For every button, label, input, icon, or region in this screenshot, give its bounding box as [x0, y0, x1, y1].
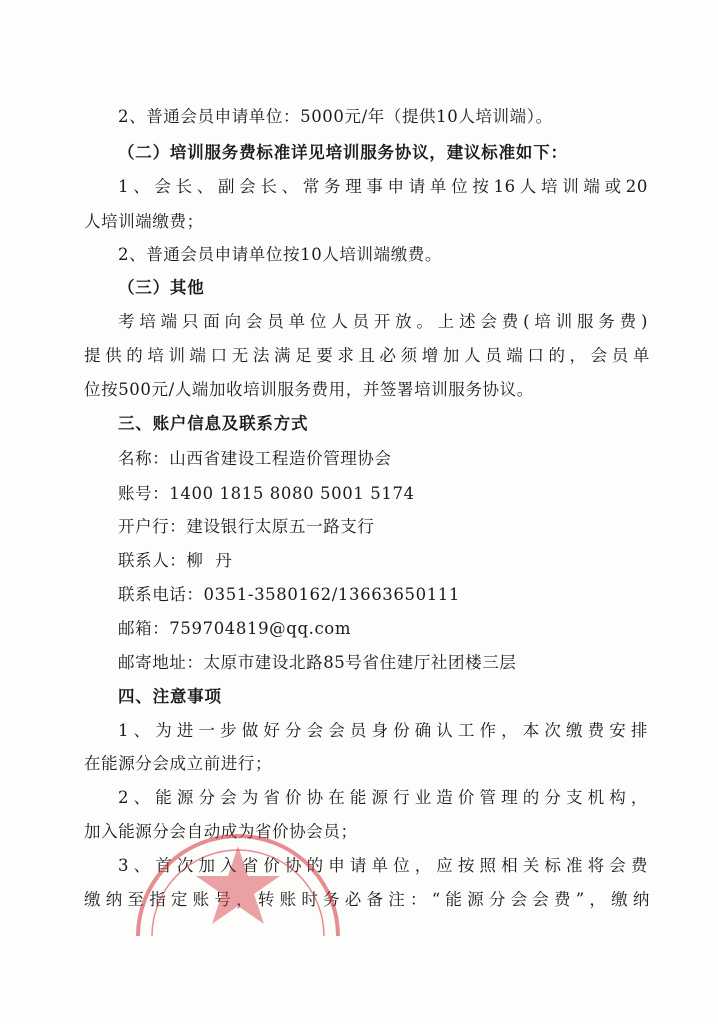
section-heading: （三）其他	[118, 278, 205, 297]
section-heading: 三、账户信息及联系方式	[118, 414, 309, 433]
text-line: 联系电话：0351-3580162/13663650111	[118, 585, 460, 604]
section-heading: 四、注意事项	[118, 687, 222, 706]
text-line: 联系人：柳 丹	[118, 551, 233, 570]
text-line: 2、普通会员申请单位按10人培训端缴费。	[118, 245, 442, 264]
section-heading: （二）培训服务费标准详见培训服务协议，建议标准如下：	[118, 143, 568, 162]
text-line: 账号：1400 1815 8080 5001 5174	[118, 484, 415, 503]
text-line: 在能源分会成立前进行；	[84, 754, 273, 773]
text-line: 2、普通会员申请单位：5000元/年（提供10人培训端）。	[118, 107, 553, 126]
text-line: 提供的培训端口无法满足要求且必须增加人员端口的，会员单	[84, 346, 650, 365]
text-line: 人培训端缴费；	[84, 212, 204, 231]
text-line: 缴纳至指定账号，转账时务必备注：“能源分会会费”，缴纳	[84, 890, 650, 909]
text-line: 3、首次加入省价协的申请单位，应按照相关标准将会费	[118, 856, 648, 875]
text-line: 名称：山西省建设工程造价管理协会	[118, 449, 392, 468]
text-line: 考培端只面向会员单位人员开放。上述会费(培训服务费)	[118, 312, 648, 331]
text-line: 位按500元/人端加收培训服务费用，并签署培训服务协议。	[84, 380, 534, 399]
text-line: 2、能源分会为省价协在能源行业造价管理的分支机构，	[118, 788, 648, 807]
text-line: 邮箱：759704819@qq.com	[118, 619, 352, 638]
text-line: 1、会长、副会长、常务理事申请单位按16人培训端或20	[118, 177, 648, 196]
text-line: 邮寄地址：太原市建设北路85号省住建厅社团楼三层	[118, 653, 517, 672]
text-line: 加入能源分会自动成为省价协会员；	[84, 822, 358, 841]
text-line: 1、为进一步做好分会会员身份确认工作，本次缴费安排	[118, 721, 648, 740]
text-line: 开户行：建设银行太原五一路支行	[118, 517, 375, 536]
